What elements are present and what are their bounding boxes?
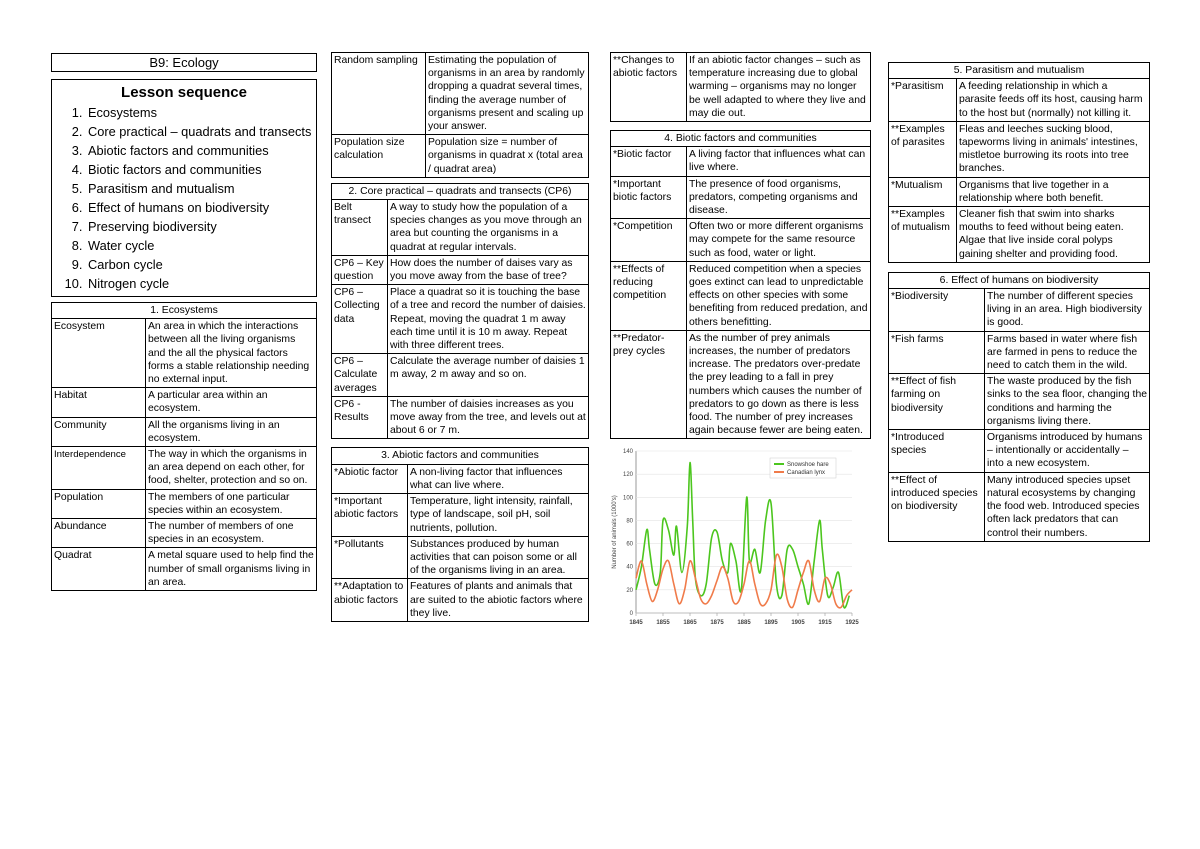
y-tick-label: 20 [626,588,633,595]
list-item: 8. Water cycle [86,236,316,255]
definition: A particular area within an ecosystem. [146,388,317,417]
lesson-sequence-box [51,79,317,297]
y-tick-label: 120 [622,472,633,479]
table-row [52,417,317,446]
term: Habitat [52,388,146,417]
table-row [889,374,1150,430]
term: Community [52,417,146,446]
table-row [889,177,1150,206]
y-tick-label: 0 [629,611,633,618]
definition: The way in which the organisms in an area depend on each other, for food, shelter, protection and so on. [146,447,317,490]
list-item: 6. Effect of humans on biodiversity [86,198,316,217]
definition: Organisms that live together in a relationship where both benefit. [957,177,1150,206]
table-row [611,330,871,439]
term: *Abiotic factor [332,464,408,493]
y-tick-label: 40 [626,565,633,572]
definition: A non-living factor that influences what can live where. [408,464,589,493]
table-row [889,289,1150,332]
definition: Features of plants and animals that are suited to the abiotic factors where they live. [408,579,589,622]
definition: Place a quadrat so it is touching the base of a tree and record the number of daisies. Repeat, moving the quadrat 1 m away each time until it is 10 m away. Repeat with three different trees. [388,285,589,354]
term: **Effect of fish farming on biodiversity [889,374,985,430]
list-item: 3. Abiotic factors and communities [86,141,316,160]
definition: Farms based in water where fish are farmed in pens to reduce the need to catch them in the wild. [985,331,1150,374]
humans-table [888,272,1150,542]
ecosystems-table [51,302,317,591]
definition: As the number of prey animals increases, the number of predators increase. The predators over-predate the prey leading to a fall in prey numbers which causes the number of predators to go down as there is less food. The number of prey increases again because fewer are being eaten. [687,330,871,439]
changes-table [610,52,871,122]
term: **Adaptation to abiotic factors [332,579,408,622]
y-tick-label: 80 [626,518,633,525]
definition: A feeding relationship in which a parasite feeds off its host, causing harm to the host but (normally) not killing it. [957,79,1150,122]
table-row [889,207,1150,263]
table-row [332,135,589,178]
column-2 [331,0,589,622]
x-tick-label: 1915 [818,620,832,627]
definition: Fleas and leeches sucking blood, tapeworms living in animals' intestines, mistletoe burrowing its roots into tree branches. [957,121,1150,177]
definition: The presence of food organisms, predators, competing organisms and disease. [687,176,871,219]
definition: The number of different species living in an area. High biodiversity is good. [985,289,1150,332]
term: *Parasitism [889,79,957,122]
table-row [52,319,317,388]
term: Abundance [52,519,146,548]
term: *Introduced species [889,430,985,473]
definition: Often two or more different organisms may compete for the same resource such as food, water or light. [687,219,871,262]
term: **Changes to abiotic factors [611,53,687,122]
chart-legend [770,458,836,478]
term: CP6 – Calculate averages [332,354,388,397]
x-tick-label: 1855 [656,620,670,627]
table-row [332,536,589,579]
table-row [611,176,871,219]
term: CP6 – Collecting data [332,285,388,354]
table-header: 2. Core practical – quadrats and transects (CP6) [332,183,589,199]
table-row [332,285,589,354]
term: *Fish farms [889,331,985,374]
list-item: 5. Parasitism and mutualism [86,179,316,198]
table-header: 6. Effect of humans on biodiversity [889,272,1150,288]
table-row [332,53,589,135]
term: Population size calculation [332,135,426,178]
core-practical-table [331,183,589,440]
definition: Temperature, light intensity, rainfall, type of landscape, soil pH, soil nutrients, pollution. [408,494,589,537]
x-tick-label: 1925 [845,620,859,627]
lesson-sequence-heading: Lesson sequence [121,84,247,101]
definition: Reduced competition when a species goes extinct can lead to unpredictable effects on other species with some benefiting from reduced predation, and others benefitting. [687,261,871,330]
table-row [611,261,871,330]
predator-prey-chart [610,443,860,633]
term: **Examples of mutualism [889,207,957,263]
table-row [52,447,317,490]
legend-label-lynx: Canadian lynx [787,470,826,477]
table-row [889,331,1150,374]
term: *Important biotic factors [611,176,687,219]
list-item: 2. Core practical – quadrats and transects [86,122,316,141]
table-row [332,255,589,284]
sampling-table [331,52,589,178]
definition: A metal square used to help find the number of small organisms living in an area. [146,548,317,591]
term: Random sampling [332,53,426,135]
term: Interdependence [52,447,146,490]
y-axis-label: Number of animals (1000's) [612,495,618,570]
x-tick-label: 1875 [710,620,724,627]
lynx-series-line [636,555,852,609]
table-row [889,79,1150,122]
table-row [52,548,317,591]
list-item: 7. Preserving biodiversity [86,217,316,236]
biotic-table [610,130,871,439]
term: **Effect of introduced species on biodiversity [889,472,985,541]
table-row [332,396,589,439]
lesson-sequence-list [52,103,316,293]
definition: Estimating the population of organisms in an area by randomly dropping a quadrat several times, finding the average number of organisms present and scaling up your answer. [426,53,589,135]
term: Population [52,489,146,518]
term: **Examples of parasites [889,121,957,177]
definition: The waste produced by the fish sinks to the sea floor, changing the conditions and harming the organisms living there. [985,374,1150,430]
definition: The number of daisies increases as you move away from the tree, and levels out at about 6 or 7 m. [388,396,589,439]
term: Belt transect [332,200,388,256]
term: *Mutualism [889,177,957,206]
table-row [889,121,1150,177]
term: *Biotic factor [611,147,687,176]
definition: A living factor that influences what can live where. [687,147,871,176]
definition: Many introduced species upset natural ecosystems by changing the food web. Introduced species often lack predators that can control their numbers. [985,472,1150,541]
legend-label-hare: Snowshoe hare [787,462,829,469]
definition: Cleaner fish that swim into sharks mouths to feed without being eaten. Algae that live inside coral polyps gaining shelter and providing food. [957,207,1150,263]
term: Ecosystem [52,319,146,388]
table-header: 3. Abiotic factors and communities [332,448,589,464]
x-tick-label: 1865 [683,620,697,627]
definition: If an abiotic factor changes – such as temperature increasing due to global warming – organisms may no longer be well adapted to where they live and may die out. [687,53,871,122]
definition: Organisms introduced by humans – intentionally or accidentally – into a new ecosystem. [985,430,1150,473]
table-row [52,388,317,417]
table-row [332,354,589,397]
table-row [52,489,317,518]
definition: Population size = number of organisms in quadrat x (total area / quadrat area) [426,135,589,178]
table-row [611,147,871,176]
definition: An area in which the interactions between all the living organisms and the all the physical factors forms a stable relationship needing no external input. [146,319,317,388]
term: *Pollutants [332,536,408,579]
y-tick-label: 60 [626,542,633,549]
chart-series [636,463,852,608]
table-header: 1. Ecosystems [52,303,317,319]
list-item: 1. Ecosystems [86,103,316,122]
term: **Effects of reducing competition [611,261,687,330]
table-row [611,53,871,122]
definition: Substances produced by human activities that can poison some or all of the organisms living in an area. [408,536,589,579]
term: CP6 - Results [332,396,388,439]
term: *Biodiversity [889,289,985,332]
term: Quadrat [52,548,146,591]
table-row [889,472,1150,541]
list-item: 9. Carbon cycle [86,255,316,274]
column-3 [610,0,871,633]
definition: The members of one particular species within an ecosystem. [146,489,317,518]
definition: All the organisms living in an ecosystem. [146,417,317,446]
column-1 [51,0,317,591]
table-row [52,519,317,548]
table-row [332,579,589,622]
definition: A way to study how the population of a species changes as you move through an area but counting the organisms in a quadrat at regular intervals. [388,200,589,256]
definition: How does the number of daises vary as you move away from the base of tree? [388,255,589,284]
list-item: 10. Nitrogen cycle [86,274,316,293]
table-row [332,200,589,256]
abiotic-table [331,447,589,621]
column-4 [888,0,1150,542]
y-tick-label: 100 [622,495,633,502]
table-row [332,464,589,493]
list-item: 4. Biotic factors and communities [86,160,316,179]
table-row [611,219,871,262]
x-tick-label: 1885 [737,620,751,627]
y-tick-label: 140 [622,449,633,456]
parasitism-table [888,62,1150,263]
term: *Competition [611,219,687,262]
definition: Calculate the average number of daisies 1 m away, 2 m away and so on. [388,354,589,397]
table-row [332,494,589,537]
table-header: 5. Parasitism and mutualism [889,63,1150,79]
table-row [889,430,1150,473]
page-title: B9: Ecology [51,53,317,72]
term: CP6 – Key question [332,255,388,284]
term: *Important abiotic factors [332,494,408,537]
definition: The number of members of one species in an ecosystem. [146,519,317,548]
x-tick-label: 1905 [791,620,805,627]
x-tick-label: 1895 [764,620,778,627]
term: **Predator-prey cycles [611,330,687,439]
x-tick-label: 1845 [629,620,643,627]
table-header: 4. Biotic factors and communities [611,131,871,147]
